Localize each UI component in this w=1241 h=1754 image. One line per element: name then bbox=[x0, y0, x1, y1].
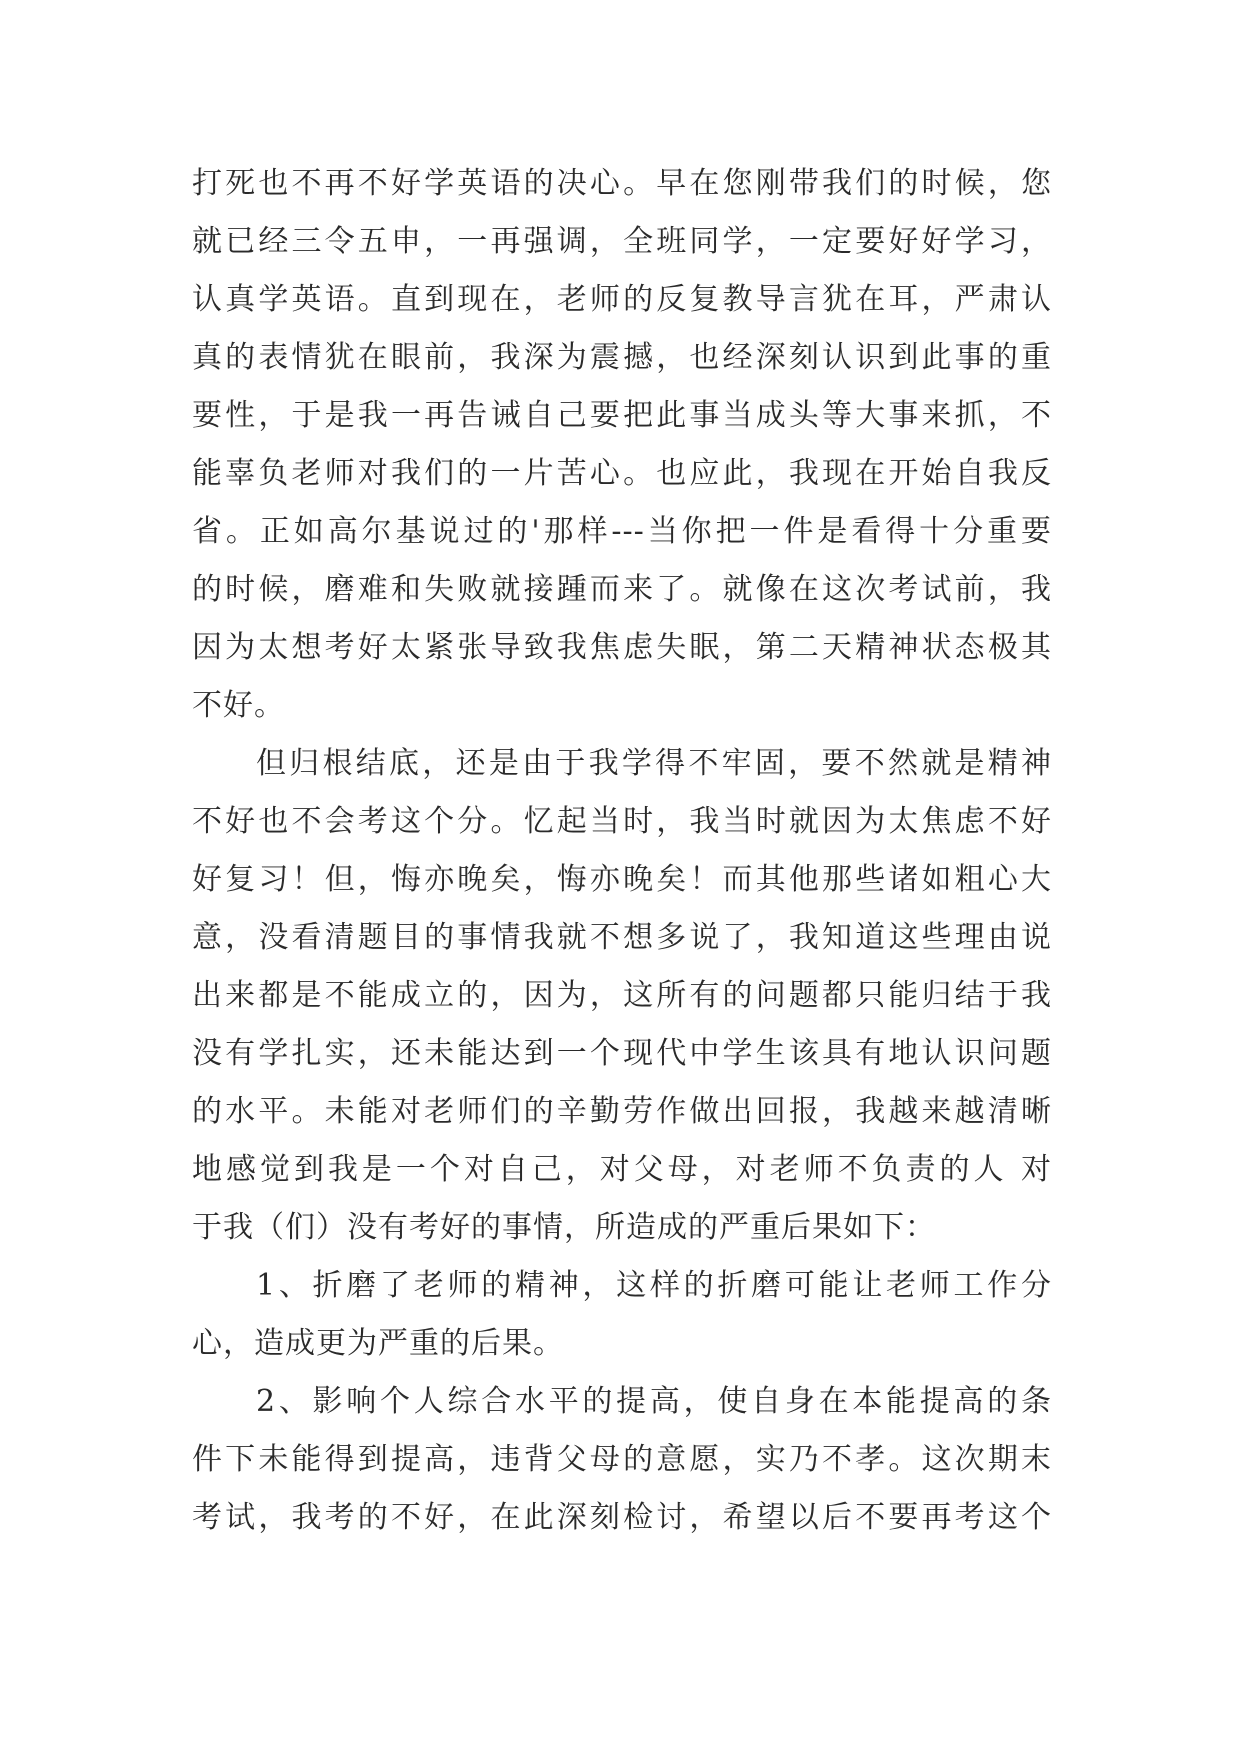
paragraph bbox=[192, 735, 1052, 1257]
text-line: 没有学扎实，还未能达到一个现代中学生该具有地认识问题 bbox=[192, 1036, 1052, 1071]
paragraph bbox=[192, 1373, 1052, 1547]
text-line: 2、影响个人综合水平的提高，使自身在本能提高的条 bbox=[256, 1384, 1052, 1419]
text-line: 考试，我考的不好，在此深刻检讨，希望以后不要再考这个 bbox=[192, 1500, 1052, 1535]
paragraph bbox=[192, 155, 1052, 735]
text-line: 认真学英语。直到现在，老师的反复教导言犹在耳，严肃认 bbox=[192, 282, 1052, 317]
text-line: 不好也不会考这个分。忆起当时，我当时就因为太焦虑不好 bbox=[192, 804, 1052, 839]
paragraph bbox=[192, 1257, 1052, 1373]
text-line: 但归根结底，还是由于我学得不牢固，要不然就是精神 bbox=[256, 746, 1052, 781]
text-line: 不好。 bbox=[192, 688, 285, 723]
text-line: 因为太想考好太紧张导致我焦虑失眠，第二天精神状态极其 bbox=[192, 630, 1052, 665]
text-line: 省。正如高尔基说过的'那样---当你把一件是看得十分重要 bbox=[192, 514, 1052, 549]
text-line: 的时候，磨难和失败就接踵而来了。就像在这次考试前，我 bbox=[192, 572, 1052, 607]
text-line: 的水平。未能对老师们的辛勤劳作做出回报，我越来越清晰 bbox=[192, 1094, 1052, 1129]
text-line: 就已经三令五申，一再强调，全班同学，一定要好好学习， bbox=[192, 224, 1052, 259]
text-line: 意，没看清题目的事情我就不想多说了，我知道这些理由说 bbox=[192, 920, 1052, 955]
text-line: 地感觉到我是一个对自己，对父母，对老师不负责的人 对 bbox=[192, 1152, 1052, 1187]
text-line: 于我（们）没有考好的事情，所造成的严重后果如下： bbox=[192, 1210, 936, 1245]
text-line: 打死也不再不好学英语的决心。早在您刚带我们的时候，您 bbox=[192, 166, 1052, 201]
text-line: 1、折磨了老师的精神，这样的折磨可能让老师工作分 bbox=[256, 1268, 1052, 1303]
text-line: 心，造成更为严重的后果。 bbox=[192, 1326, 564, 1361]
text-line: 要性，于是我一再告诫自己要把此事当成头等大事来抓，不 bbox=[192, 398, 1052, 433]
text-line: 真的表情犹在眼前，我深为震撼，也经深刻认识到此事的重 bbox=[192, 340, 1052, 375]
text-line: 好复习！但，悔亦晚矣，悔亦晚矣！而其他那些诸如粗心大 bbox=[192, 862, 1052, 897]
text-line: 件下未能得到提高，违背父母的意愿，实乃不孝。这次期末 bbox=[192, 1442, 1052, 1477]
text-line: 能辜负老师对我们的一片苦心。也应此，我现在开始自我反 bbox=[192, 456, 1052, 491]
text-line: 出来都是不能成立的，因为，这所有的问题都只能归结于我 bbox=[192, 978, 1052, 1013]
body-text bbox=[192, 155, 1052, 1547]
